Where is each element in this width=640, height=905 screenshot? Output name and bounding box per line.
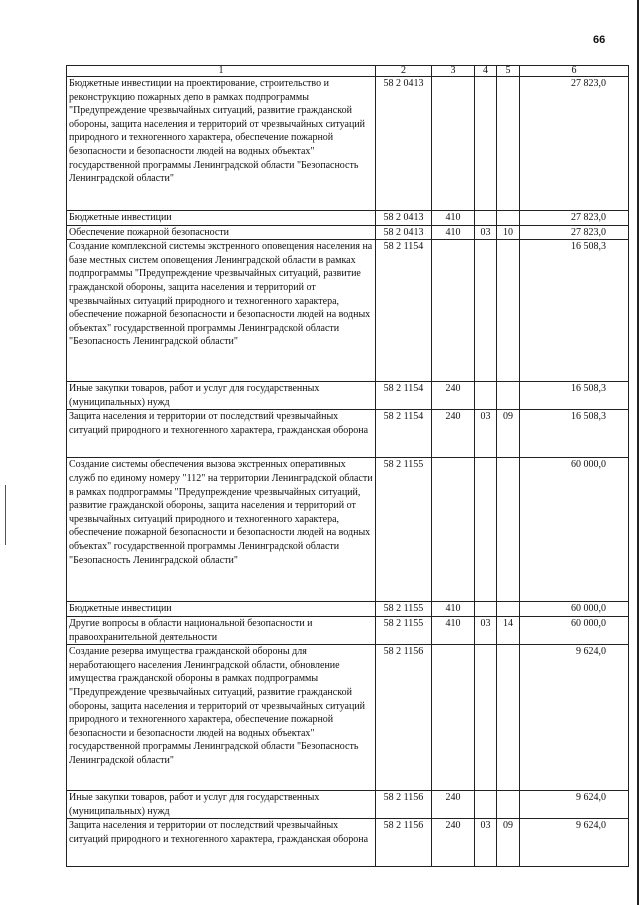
amount-cell: 27 823,0 (520, 211, 629, 226)
section-cell (475, 211, 497, 226)
subsection-cell: 14 (497, 616, 520, 644)
section-cell: 03 (475, 616, 497, 644)
table-row (67, 211, 629, 226)
expense-type-cell (432, 458, 475, 602)
expense-type-cell: 240 (432, 382, 475, 410)
expense-type-cell: 240 (432, 410, 475, 458)
section-cell: 03 (475, 410, 497, 458)
header-cell: 2 (376, 66, 432, 77)
amount-cell: 27 823,0 (520, 77, 629, 211)
row-name-cell: Бюджетные инвестиции на проектирование, строительство и реконструкцию пожарных депо в рамках подпрограммы "Предупреждение чрезвычайных ситуаций, развитие гражданской обороны, защита населения и территорий от чрезвычайных ситуаций природного и техногенного характера, обеспечение пожарной безопасности и безопасности людей на водных объектах" государственной программы Ленинградской области "Безопасность Ленинградской области" (67, 77, 376, 211)
section-cell (475, 382, 497, 410)
section-cell (475, 240, 497, 382)
row-name-cell: Защита населения и территории от последствий чрезвычайных ситуаций природного и техногенного характера, гражданская оборона (67, 410, 376, 458)
table-row (67, 410, 629, 458)
expense-type-cell: 240 (432, 791, 475, 819)
amount-cell: 60 000,0 (520, 602, 629, 617)
amount-cell: 9 624,0 (520, 819, 629, 867)
subsection-cell (497, 602, 520, 617)
target-article-cell: 58 2 1155 (376, 602, 432, 617)
table-row (67, 616, 629, 644)
header-cell: 1 (67, 66, 376, 77)
section-cell (475, 791, 497, 819)
expense-type-cell: 410 (432, 616, 475, 644)
table-row (67, 458, 629, 602)
target-article-cell: 58 2 1156 (376, 645, 432, 791)
row-name-cell: Создание резерва имущества гражданской обороны для неработающего населения Ленинградской области, обновление имущества гражданской обороны в рамках подпрограммы "Предупреждение чрезвычайных ситуаций, развитие гражданской обороны, защита населения и территорий от чрезвычайных ситуаций природного и техногенного характера, обеспечение пожарной безопасности и безопасности людей на водных объектах" государственной программы Ленинградской области "Безопасность Ленинградской области" (67, 645, 376, 791)
section-cell (475, 458, 497, 602)
table-row (67, 602, 629, 617)
table-row (67, 819, 629, 867)
row-name-cell: Обеспечение пожарной безопасности (67, 225, 376, 240)
header-cell: 4 (475, 66, 497, 77)
scan-edge (637, 0, 639, 905)
margin-mark (5, 485, 6, 545)
subsection-cell (497, 645, 520, 791)
section-cell (475, 77, 497, 211)
row-name-cell: Создание системы обеспечения вызова экстренных оперативных служб по единому номеру "112" на территории Ленинградской области в рамках подпрограммы "Предупреждение чрезвычайных ситуаций, развитие гражданской обороны, защита населения и территорий от чрезвычайных ситуаций природного и техногенного характера, обеспечение пожарной безопасности и безопасности людей на водных объектах" государственной программы Ленинградской области "Безопасность Ленинградской области" (67, 458, 376, 602)
amount-cell: 60 000,0 (520, 458, 629, 602)
subsection-cell: 09 (497, 410, 520, 458)
table-row (67, 240, 629, 382)
subsection-cell (497, 240, 520, 382)
table-row (67, 225, 629, 240)
section-cell (475, 645, 497, 791)
table-header-row (67, 66, 629, 77)
expense-type-cell: 410 (432, 602, 475, 617)
subsection-cell (497, 791, 520, 819)
target-article-cell: 58 2 1156 (376, 819, 432, 867)
row-name-cell: Иные закупки товаров, работ и услуг для государственных (муниципальных) нужд (67, 382, 376, 410)
expense-type-cell (432, 77, 475, 211)
target-article-cell: 58 2 0413 (376, 77, 432, 211)
target-article-cell: 58 2 1154 (376, 382, 432, 410)
target-article-cell: 58 2 1156 (376, 791, 432, 819)
budget-table (66, 65, 629, 867)
amount-cell: 16 508,3 (520, 240, 629, 382)
subsection-cell (497, 211, 520, 226)
expense-type-cell: 240 (432, 819, 475, 867)
subsection-cell (497, 77, 520, 211)
amount-cell: 9 624,0 (520, 645, 629, 791)
row-name-cell: Иные закупки товаров, работ и услуг для государственных (муниципальных) нужд (67, 791, 376, 819)
target-article-cell: 58 2 1155 (376, 616, 432, 644)
row-name-cell: Бюджетные инвестиции (67, 211, 376, 226)
amount-cell: 16 508,3 (520, 382, 629, 410)
header-cell: 3 (432, 66, 475, 77)
header-cell: 5 (497, 66, 520, 77)
target-article-cell: 58 2 1154 (376, 410, 432, 458)
row-name-cell: Бюджетные инвестиции (67, 602, 376, 617)
header-cell: 6 (520, 66, 629, 77)
amount-cell: 60 000,0 (520, 616, 629, 644)
row-name-cell: Другие вопросы в области национальной безопасности и правоохранительной деятельности (67, 616, 376, 644)
expense-type-cell: 410 (432, 211, 475, 226)
section-cell: 03 (475, 225, 497, 240)
subsection-cell (497, 382, 520, 410)
table-row (67, 645, 629, 791)
subsection-cell (497, 458, 520, 602)
subsection-cell: 10 (497, 225, 520, 240)
target-article-cell: 58 2 1154 (376, 240, 432, 382)
table-row (67, 77, 629, 211)
table-row (67, 791, 629, 819)
target-article-cell: 58 2 1155 (376, 458, 432, 602)
section-cell: 03 (475, 819, 497, 867)
table-row (67, 382, 629, 410)
subsection-cell: 09 (497, 819, 520, 867)
expense-type-cell (432, 645, 475, 791)
row-name-cell: Создание комплексной системы экстренного оповещения населения на базе местных систем оповещения Ленинградской области в рамках подпрограммы "Предупреждение чрезвычайных ситуаций, развитие гражданской обороны, защита населения и территорий от чрезвычайных ситуаций природного и техногенного характера, обеспечение пожарной безопасности и безопасности людей на водных объектах" государственной программы Ленинградской области "Безопасность Ленинградской области" (67, 240, 376, 382)
target-article-cell: 58 2 0413 (376, 225, 432, 240)
expense-type-cell (432, 240, 475, 382)
amount-cell: 16 508,3 (520, 410, 629, 458)
page-number: 66 (593, 34, 606, 46)
amount-cell: 27 823,0 (520, 225, 629, 240)
amount-cell: 9 624,0 (520, 791, 629, 819)
row-name-cell: Защита населения и территории от последствий чрезвычайных ситуаций природного и техногенного характера, гражданская оборона (67, 819, 376, 867)
expense-type-cell: 410 (432, 225, 475, 240)
section-cell (475, 602, 497, 617)
target-article-cell: 58 2 0413 (376, 211, 432, 226)
